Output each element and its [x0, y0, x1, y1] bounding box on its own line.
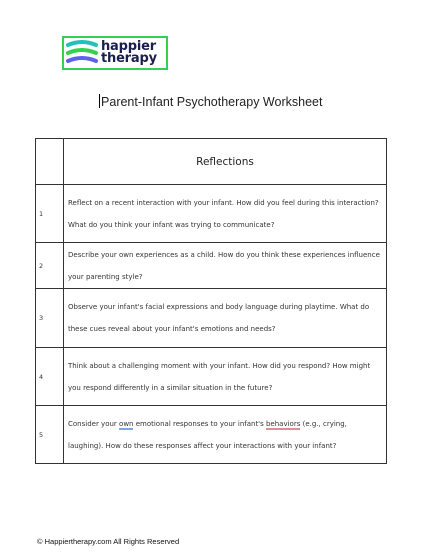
logo-line-2: therapy — [101, 51, 157, 66]
text-cursor — [99, 94, 101, 108]
spellcheck-underline-behaviors[interactable]: behaviors — [265, 419, 301, 428]
header-reflections: Reflections — [64, 139, 387, 185]
logo-line-1: happier — [101, 39, 156, 54]
row-number: 4 — [36, 348, 64, 406]
question-text-part: emotional responses to your infant's — [133, 419, 266, 428]
row-number: 5 — [36, 406, 64, 464]
happier-therapy-logo — [62, 36, 168, 70]
logo-mark-icon — [65, 38, 99, 68]
table-row — [36, 243, 387, 289]
row-number: 3 — [36, 289, 64, 348]
question-text[interactable] — [64, 406, 387, 464]
question-text-part: (e.g., crying, laughing). How do these responses affect your interactions with your infant? — [68, 419, 347, 450]
logo-wordmark — [101, 41, 157, 65]
table-row — [36, 406, 387, 464]
question-text[interactable]: Observe your infant's facial expressions and body language during playtime. What do these cues reveal about your infant's emotions and needs? — [64, 289, 387, 348]
table-row — [36, 348, 387, 406]
table-row — [36, 185, 387, 243]
question-text[interactable]: Reflect on a recent interaction with your infant. How did you feel during this interaction? What do you think your infant was trying to communicate? — [64, 185, 387, 243]
spellcheck-underline-own[interactable]: own — [119, 419, 134, 428]
copyright-footer: © Happiertherapy.com All Rights Reserved — [37, 537, 180, 546]
table-row — [36, 289, 387, 348]
row-number: 2 — [36, 243, 64, 289]
header-number-cell — [36, 139, 64, 185]
question-text-part: Consider your — [68, 419, 120, 428]
table-header-row — [36, 139, 387, 185]
row-number: 1 — [36, 185, 64, 243]
question-text[interactable]: Describe your own experiences as a child. How do you think these experiences influence your parenting style? — [64, 243, 387, 289]
document-title-text: Parent-Infant Psychotherapy Worksheet — [101, 95, 323, 109]
document-title[interactable] — [0, 94, 421, 109]
reflections-table — [35, 138, 387, 464]
question-text[interactable]: Think about a challenging moment with your infant. How did you respond? How might you respond differently in a similar situation in the future? — [64, 348, 387, 406]
